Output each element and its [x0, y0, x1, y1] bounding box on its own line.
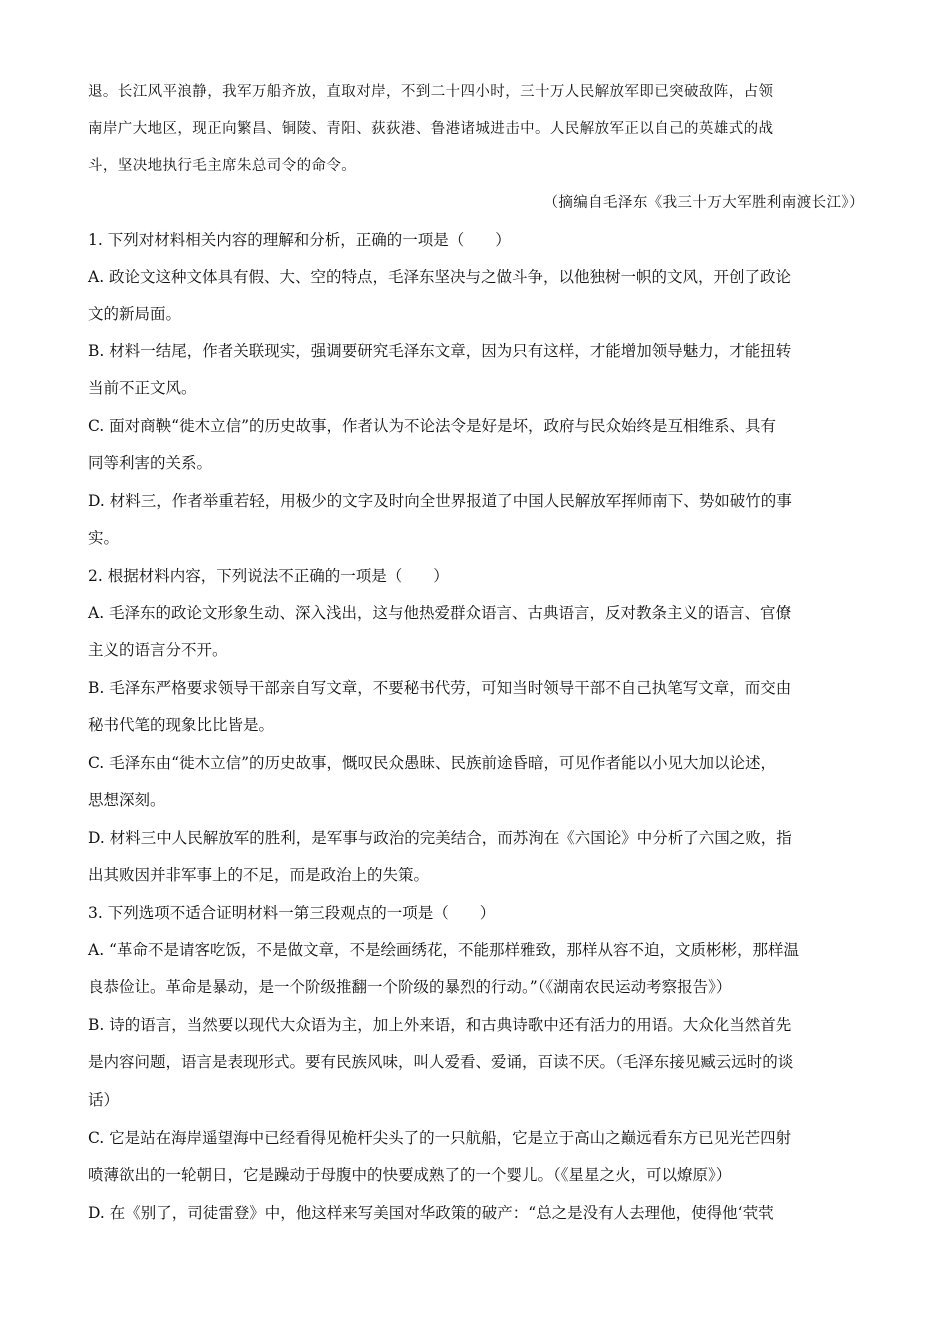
q3-option-b-line-3: 话） [88, 1091, 120, 1109]
q3-option-a-line-2: 良恭俭让。革命是暴动，是一个阶级推翻一个阶级的暴烈的行动。”（《湖南农民运动考察报告》） [88, 978, 732, 996]
material3-line-2: 南岸广大地区，现正向繁昌、铜陵、青阳、荻荻港、鲁港诸城进击中。人民解放军正以自己的英雄式的战 [88, 121, 774, 137]
q2-option-b-line-2: 秘书代笔的现象比比皆是。 [88, 716, 275, 734]
material3-line-3: 斗，坚决地执行毛主席朱总司令的命令。 [88, 158, 357, 174]
q1-option-c-line-2: 同等利害的关系。 [88, 454, 213, 472]
q2-option-c-line-2: 思想深刻。 [88, 791, 166, 809]
q1-option-b-line-1: B. 材料一结尾，作者关联现实，强调要研究毛泽东文章，因为只有这样，才能增加领导魅力，才能扭转 [88, 342, 792, 360]
q3-option-a-line-1: A. “革命不是请客吃饭，不是做文章，不是绘画绣花，不能那样雅致，那样从容不迫，文质彬彬，那样温 [88, 941, 799, 959]
q2-option-d-line-2: 出其败因并非军事上的不足，而是政治上的失策。 [88, 866, 430, 884]
q1-option-a-line-2: 文的新局面。 [88, 305, 182, 323]
q1-option-c-line-1: C. 面对商鞅“徙木立信”的历史故事，作者认为不论法令是好是坏，政府与民众始终是互相维系、具有 [88, 417, 777, 435]
q2-option-d-line-1: D. 材料三中人民解放军的胜利，是军事与政治的完美结合，而苏洵在《六国论》中分析了六国之败，指 [88, 829, 792, 847]
q2-option-c-line-1: C. 毛泽东由“徙木立信”的历史故事，慨叹民众愚昧、民族前途昏暗，可见作者能以小见大加以论述， [88, 754, 777, 772]
q3-option-b-line-2: 是内容问题，语言是表现形式。要有民族风味，叫人爱看、爱诵，百读不厌。（毛泽东接见臧云远时的谈 [88, 1053, 794, 1071]
material3-line-1: 退。长江风平浪静，我军万船齐放，直取对岸，不到二十四小时，三十万人民解放军即已突破敌阵，占领 [88, 84, 774, 100]
q1-option-d-line-2: 实。 [88, 529, 120, 547]
q1-stem: 1. 下列对材料相关内容的理解和分析，正确的一项是（ ） [88, 231, 511, 249]
q3-stem: 3. 下列选项不适合证明材料一第三段观点的一项是（ ） [88, 904, 496, 922]
q1-option-d-line-1: D. 材料三，作者举重若轻，用极少的文字及时向全世界报道了中国人民解放军挥师南下、势如破竹的事 [88, 492, 792, 510]
q3-option-c-line-1: C. 它是站在海岸遥望海中已经看得见桅杆尖头了的一只航船，它是立于高山之巅远看东方已见光芒四射 [88, 1129, 792, 1147]
q3-option-b-line-1: B. 诗的语言，当然要以现代大众语为主，加上外来语，和古典诗歌中还有活力的用语。大众化当然首先 [88, 1016, 792, 1034]
q2-option-a-line-1: A. 毛泽东的政论文形象生动、深入浅出，这与他热爱群众语言、古典语言，反对教条主义的语言、官僚 [88, 604, 792, 622]
q2-option-b-line-1: B. 毛泽东严格要求领导干部亲自写文章，不要秘书代劳，可知当时领导干部不自己执笔写文章，而交由 [88, 679, 792, 697]
q2-option-a-line-2: 主义的语言分不开。 [88, 641, 228, 659]
material3-source: （摘编自毛泽东《我三十万大军胜利南渡长江》） [543, 195, 864, 211]
q3-option-c-line-2: 喷薄欲出的一轮朝日，它是躁动于母腹中的快要成熟了的一个婴儿。（《星星之火，可以燎原》） [88, 1166, 732, 1184]
q3-option-d-line-1: D. 在《别了，司徒雷登》中，他这样来写美国对华政策的破产：“总之是没有人去理他，使得他‘茕茕 [88, 1204, 774, 1222]
q1-option-a-line-1: A. 政论文这种文体具有假、大、空的特点，毛泽东坚决与之做斗争，以他独树一帜的文风，开创了政论 [88, 268, 792, 286]
q2-stem: 2. 根据材料内容，下列说法不正确的一项是（ ） [88, 567, 449, 585]
q1-option-b-line-2: 当前不正文风。 [88, 379, 197, 397]
